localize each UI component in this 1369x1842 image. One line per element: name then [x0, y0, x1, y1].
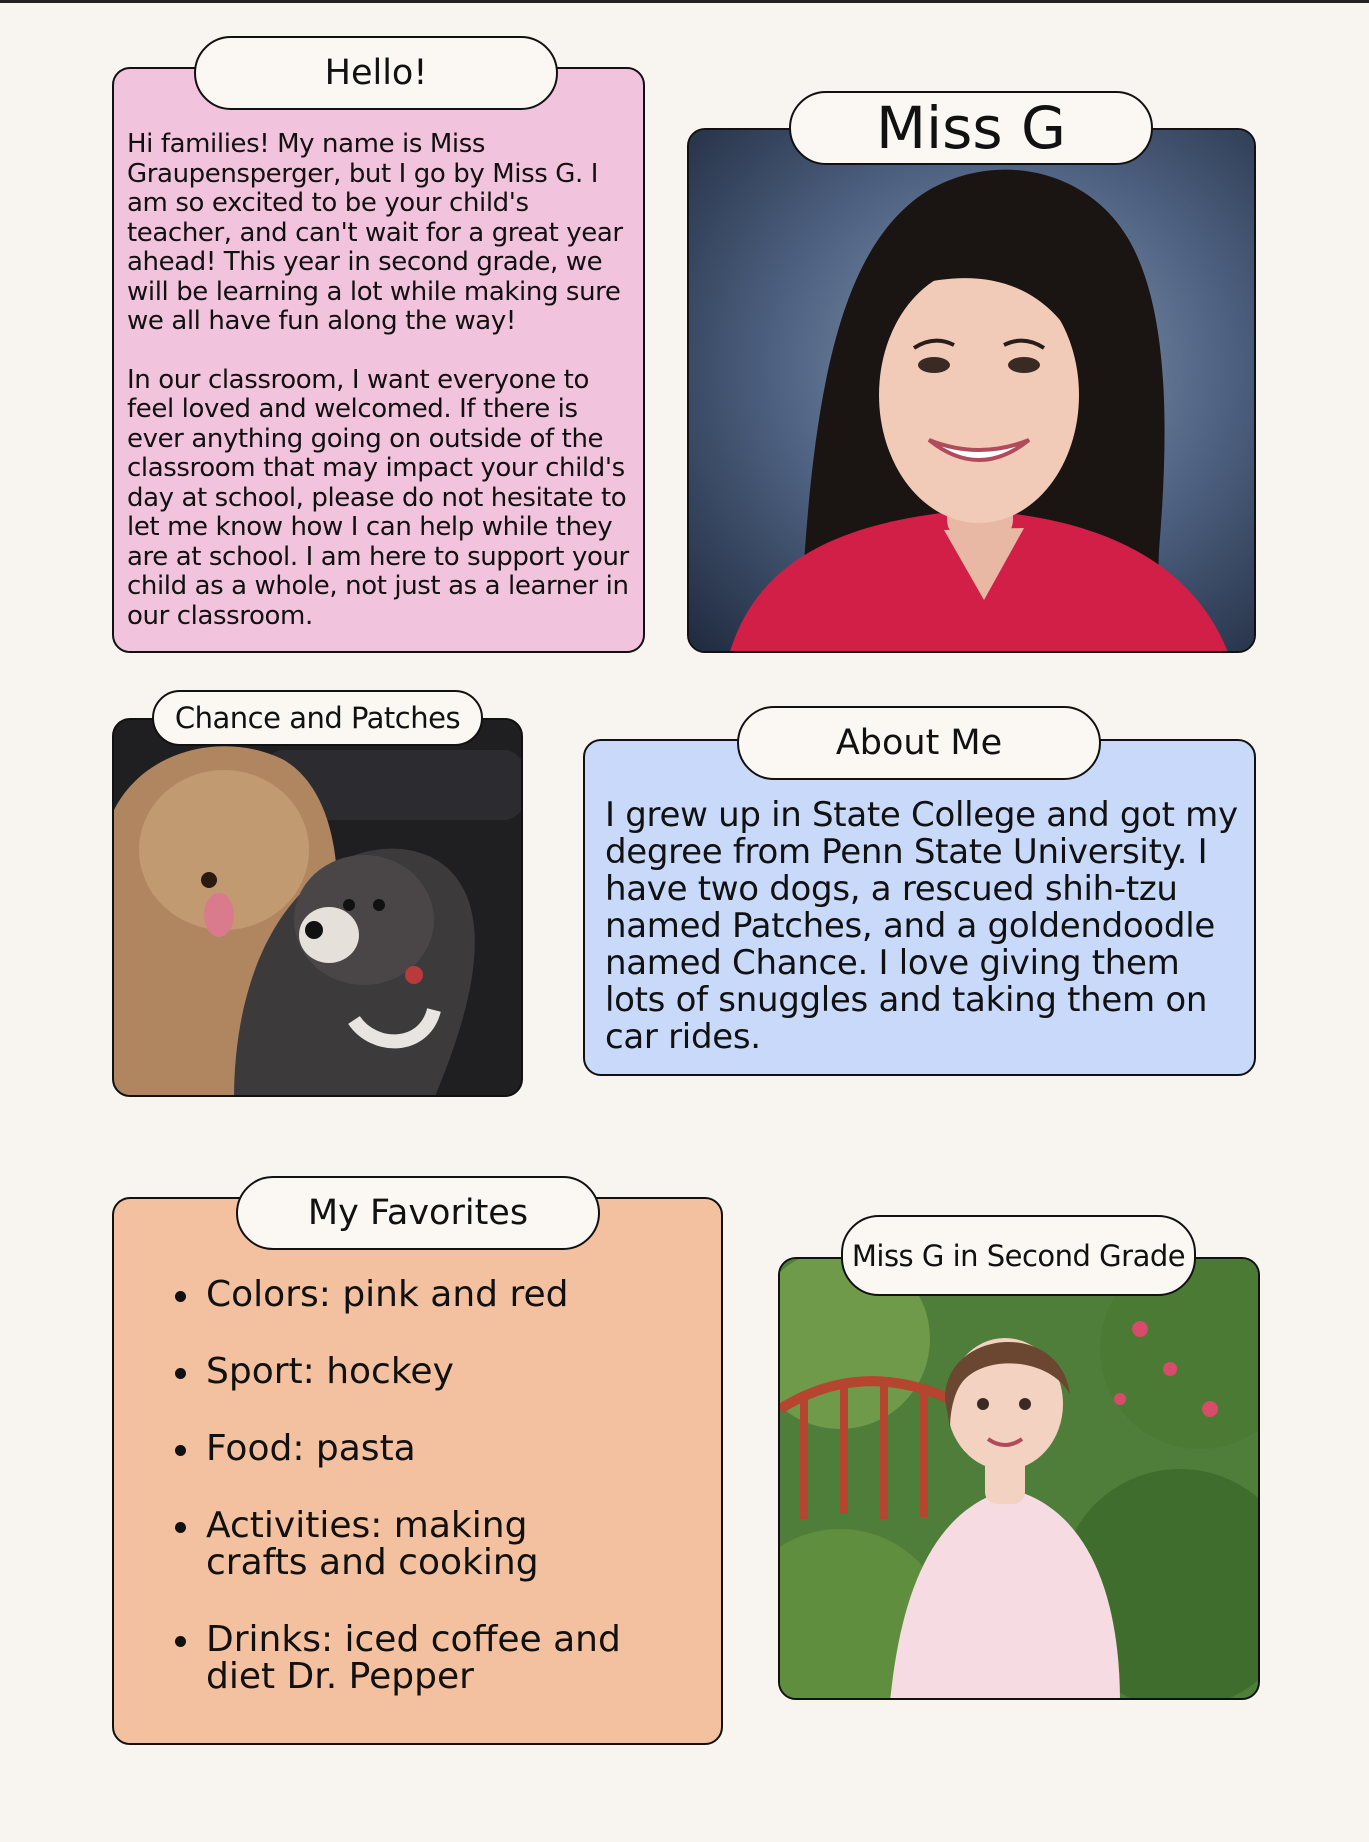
about-label: About Me — [737, 706, 1101, 780]
childhood-photo — [778, 1257, 1260, 1700]
hello-card — [112, 67, 645, 653]
childhood-label: Miss G in Second Grade — [841, 1215, 1196, 1296]
top-border — [0, 0, 1369, 3]
hello-body — [127, 130, 637, 660]
dogs-image — [114, 720, 523, 1097]
dogs-label: Chance and Patches — [152, 690, 483, 746]
portrait-photo — [687, 128, 1256, 653]
portrait-image — [689, 130, 1256, 653]
favorite-drinks: Drinks: iced coffee and diet Dr. Pepper — [173, 1621, 633, 1695]
hello-paragraph-2: In our classroom, I want everyone to feel loved and welcomed. If there is ever anything going on outside of the classroom that may impact your child's day at school, please do not hesitate to let me know how I can help while they are at school. I am here to support your child as a whole, not just as a learner in our classroom. — [127, 364, 629, 631]
favorite-sport: Sport: hockey — [173, 1353, 633, 1390]
favorites-label: My Favorites — [236, 1176, 600, 1250]
hello-paragraph-1: Hi families! My name is Miss Graupensperger, but I go by Miss G. I am so excited to be your child's teacher, and can't wait for a great year ahead! This year in second grade, we will be learning a lot while making sure we all have fun along the way! — [127, 129, 623, 336]
hello-label: Hello! — [194, 36, 558, 110]
favorite-food: Food: pasta — [173, 1430, 633, 1467]
about-text: I grew up in State College and got my degree from Penn State University. I have two dogs, a rescued shih-tzu named Patches, and a goldendoodle named Chance. I love giving them lots of snuggles and taking them on car rides. — [605, 795, 1238, 1057]
about-card — [583, 739, 1256, 1076]
favorite-colors: Colors: pink and red — [173, 1276, 633, 1313]
portrait-label: Miss G — [789, 91, 1153, 165]
dogs-photo — [112, 718, 523, 1097]
favorites-list — [173, 1276, 633, 1735]
childhood-image — [780, 1259, 1260, 1700]
favorites-card — [112, 1197, 723, 1745]
favorite-activities: Activities: making crafts and cooking — [173, 1507, 633, 1581]
